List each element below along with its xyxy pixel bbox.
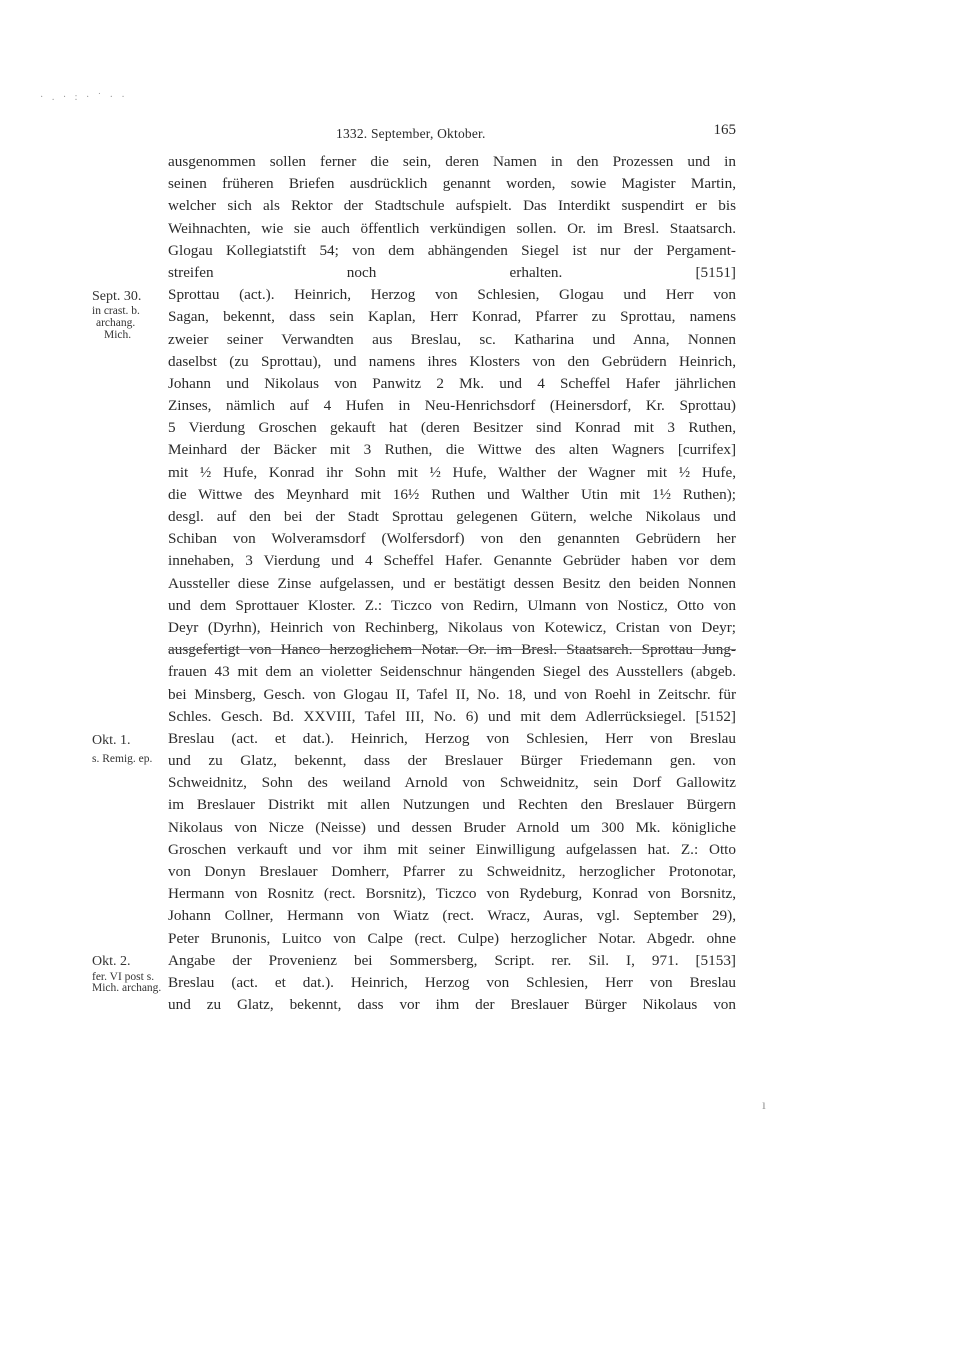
text-line: Meinhard der Bäcker mit 3 Ruthen, die Wittwe des alten Wagners [currifex] bbox=[168, 441, 736, 459]
text-line: Nikolaus von Nicze (Neisse) und dessen Bruder Arnold um 300 Mk. königliche bbox=[168, 818, 736, 836]
page-number: 165 bbox=[713, 122, 736, 138]
text-line: seinen früheren Briefen ausdrücklich genannt worden, sowie Magister Martin, bbox=[168, 175, 736, 193]
text-line: von Donyn Breslauer Domherr, Pfarrer zu Schweidnitz, herzoglicher Protonotar, bbox=[168, 863, 736, 880]
text-line: daselbst (zu Sprottau), und namens ihres Klosters von den Gebrüdern Heinrich, bbox=[168, 352, 736, 370]
text-line: mit ½ Hufe, Konrad ihr Sohn mit ½ Hufe, Walther der Wagner mit ½ Hufe, bbox=[168, 463, 736, 481]
text-line: frauen 43 mit dem an violetter Seidenschnur hängenden Siegel des Ausstellers (abgeb. bbox=[168, 663, 736, 681]
margin-note: s. Remig. ep. bbox=[92, 753, 153, 765]
text-line: Breslau (act. et dat.). Heinrich, Herzog von Schlesien, Herr von Breslau bbox=[168, 973, 736, 991]
text-line: Peter Brunonis, Luitco von Calpe (rect. Culpe) herzoglicher Notar. Abgedr. ohne bbox=[168, 929, 736, 947]
text-line: Deyr (Dyrhn), Heinrich von Rechinberg, Nikolaus von Kotewicz, Cristan von Deyr; bbox=[168, 618, 736, 636]
text-line: Sagan, bekennt, dass sein Kaplan, Herr Konrad, Pfarrer zu Sprottau, namens bbox=[168, 308, 736, 326]
margin-note: fer. VI post s. bbox=[92, 971, 155, 983]
text-line: Schiban von Wolveramsdorf (Wolfersdorf) von den genannten Gebrüdern her bbox=[168, 530, 736, 548]
text-line: Schles. Gesch. Bd. XXVIII, Tafel III, No. 6) und mit dem Adlerrücksiegel. [5152] bbox=[168, 707, 736, 725]
margin-date-sept30: Sept. 30. bbox=[92, 289, 142, 304]
margin-note: archang. bbox=[96, 317, 136, 329]
scan-noise: · . · : · ˙ · · bbox=[40, 92, 128, 103]
text-line: innehaben, 3 Vierdung und 4 Scheffel Hafer. Genannte Gebrüder haben vor dem bbox=[168, 552, 736, 570]
margin-note: Mich. archang. bbox=[92, 982, 162, 994]
text-line: die Wittwe des Meynhard mit 16½ Ruthen und Walther Utin mit 1½ Ruthen); bbox=[168, 485, 736, 503]
text-line: und zu Glatz, bekennt, dass der Breslauer Bürger Friedemann gen. von bbox=[168, 752, 736, 770]
text-line: Aussteller diese Zinse aufgelassen, und er bestätigt dessen Besitz den beiden Nonnen bbox=[168, 574, 736, 592]
margin-date-okt1: Okt. 1. bbox=[92, 733, 131, 748]
margin-note: Mich. bbox=[104, 329, 132, 341]
text-line: Johann Collner, Hermann von Wiatz (rect. Wracz, Auras, vgl. September 29), bbox=[168, 907, 736, 925]
text-line: Hermann von Rosnitz (rect. Borsnitz), Ticzco von Rydeburg, Konrad von Borsnitz, bbox=[168, 885, 736, 903]
margin-date-okt2: Okt. 2. bbox=[92, 954, 131, 969]
text-line: Glogau Kollegiatstift 54; von dem abhängenden Siegel ist nur der Pergament- bbox=[168, 241, 736, 259]
text-line: welcher sich als Rektor der Stadtschule aufspielt. Das Interdikt suspendirt er bis bbox=[168, 197, 736, 215]
margin-note: in crast. b. bbox=[92, 305, 140, 317]
text-line: und dem Sprottauer Kloster. Z.: Ticzco von Redirn, Ulmann von Nosticz, Otto von bbox=[168, 596, 736, 614]
text-line: zweier seiner Verwandten aus Breslau, sc. Katharina und Anna, Nonnen bbox=[168, 330, 736, 348]
text-line: Sprottau (act.). Heinrich, Herzog von Schlesien, Glogau und Herr von bbox=[168, 286, 736, 304]
text-line: Groschen verkauft und vor ihm mit seiner Einwilligung aufgelassen hat. Z.: Otto bbox=[168, 840, 736, 858]
text-column bbox=[168, 151, 736, 1016]
text-line: Breslau (act. et dat.). Heinrich, Herzog von Schlesien, Herr von Breslau bbox=[168, 729, 736, 747]
running-head: 1332. September, Oktober. bbox=[336, 126, 486, 141]
text-line: Johann und Nikolaus von Panwitz 2 Mk. und 4 Scheffel Hafer jährlichen bbox=[168, 374, 736, 392]
text-line: bei Minsberg, Gesch. von Glogau II, Tafel II, No. 18, und von Roehl in Zeitschr. für bbox=[168, 685, 736, 703]
text-line: ausgefertigt von Hanco herzoglichem Notar. Or. im Bresl. Staatsarch. Sprottau Jung- bbox=[168, 641, 736, 659]
text-line: Zinses, nämlich auf 4 Hufen in Neu-Henrichsdorf (Heinersdorf, Kr. Sprottau) bbox=[168, 397, 736, 415]
text-line: und zu Glatz, bekennt, dass vor ihm der Breslauer Bürger Nikolaus von bbox=[168, 996, 736, 1014]
text-line: 5 Vierdung Groschen gekauft hat (deren Besitzer sind Konrad mit 3 Ruthen, bbox=[168, 419, 736, 437]
text-line: Weihnachten, wie sie auch öffentlich verkündigen sollen. Or. im Bresl. Staatsarch. bbox=[168, 219, 736, 237]
text-line: Angabe der Provenienz bei Sommersberg, Script. rer. Sil. I, 971. [5153] bbox=[168, 951, 736, 969]
text-line: ausgenommen sollen ferner die sein, deren Namen in den Prozessen und in bbox=[168, 153, 736, 170]
scan-speck: ı bbox=[762, 1098, 769, 1113]
text-line: im Breslauer Distrikt mit allen Nutzungen und Rechten den Breslauer Bürgern bbox=[168, 796, 736, 814]
page-header bbox=[0, 122, 960, 146]
text-line: desgl. auf den bei der Stadt Sprottau gelegenen Gütern, welche Nikolaus und bbox=[168, 508, 736, 525]
text-line: Schweidnitz, Sohn des weiland Arnold von Schweidnitz, sein Dorf Gallowitz bbox=[168, 774, 736, 792]
text-line: streifen noch erhalten. [5151] bbox=[168, 263, 736, 281]
